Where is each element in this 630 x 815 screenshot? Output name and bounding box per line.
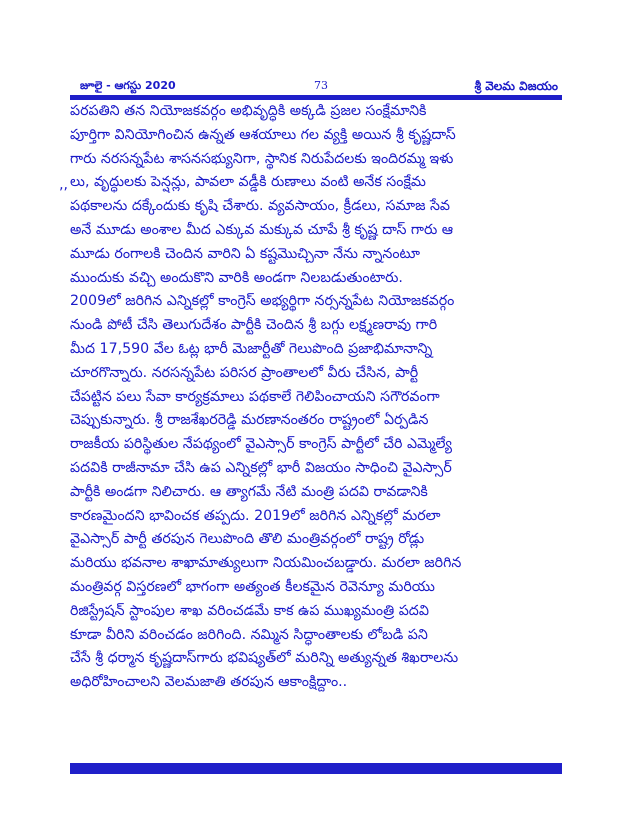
text-line: మూడు రంగాలకి చెందిన వారిని ఏ కష్టమొచ్చినా నేను న్నానంటూ xyxy=(70,245,420,262)
text-line: అనే మూడు అంశాల మీద ఎక్కువ మక్కువ చూపే శ్రీ కృష్ణ దాస్ గారు ఆ xyxy=(70,221,454,238)
text-line: ముందుకు వచ్చి అందుకొని వారికి అండగా నిలబడుతుంటారు. xyxy=(70,269,403,286)
text-line: రాజకీయ పరిస్థితుల నేపథ్యంలో వైఎస్సార్ కాంగ్రెస్ పార్టీలో చేరి ఎమ్మెల్యే xyxy=(70,436,452,453)
text-line: పూర్తిగా వినియోగించిన ఉన్నత ఆశయాలు గల వ్యక్తి అయిన శ్రీ కృష్ణదాస్ xyxy=(70,126,456,143)
footer-rule xyxy=(70,763,562,774)
text-line: లు, వృద్ధులకు పెన్షన్లు, పావలా వడ్డీకి రుణాలు వంటి అనేక సంక్షేమ xyxy=(70,174,426,191)
text-line: పరపతిని తన నియోజకవర్గం అభివృద్ధికి అక్కడి ప్రజల సంక్షేమానికి xyxy=(70,103,427,119)
text-line: చేపట్టిన పలు సేవా కార్యక్రమాలు పథకాలే గెలిపించాయని సగౌరవంగా xyxy=(70,388,440,405)
text-line: చెప్పుకున్నారు. శ్రీ రాజశేఖరరెడ్డి మరణానంతరం రాష్ట్రంలో ఏర్పడిన xyxy=(70,412,429,429)
issue-date: జూలై - ఆగస్టు 2020 xyxy=(80,79,176,92)
margin-mark: ‚, xyxy=(59,177,68,193)
text-line: నుండి పోటీ చేసి తెలుగుదేశం పార్టీకి చెందిన శ్రీ బగ్గు లక్ష్మణరావు గారి xyxy=(70,317,438,334)
text-line: మీద 17,590 వేల ఓట్ల భారీ మెజార్టీతో గెలుపొంది ప్రజాభిమానాన్ని xyxy=(70,340,433,357)
text-line: చూరగొన్నారు. నరసన్నపేట పరిసర ప్రాంతాలలో వీరు చేసిన, పార్టీ xyxy=(70,364,419,381)
text-line: పథకాలను దక్కేందుకు కృషి చేశారు. వ్యవసాయం, క్రీడలు, సమాజ సేవ xyxy=(70,198,451,215)
text-line: మరియు భవనాల శాఖామాత్యులుగా నియమించబడ్డారు. మరలా జరిగిన xyxy=(70,555,462,572)
text-line: మంత్రివర్గ విస్తరణలో భాగంగా అత్యంత కీలకమైన రెవెన్యూ మరియు xyxy=(70,578,435,595)
magazine-title: శ్రీ వెలమ విజయం xyxy=(474,79,558,93)
text-line: పార్టీకి అండగా నిలిచారు. ఆ త్యాగమే నేటి మంత్రి పదవి రావడానికి xyxy=(70,483,428,500)
text-line: చేసే శ్రీ ధర్మాన కృష్ణదాస్‌గారు భవిష్యత్‌లో మరిన్ని అత్యున్నత శిఖరాలను xyxy=(70,650,459,667)
article-body xyxy=(70,100,562,695)
text-line: పదవికి రాజీనామా చేసి ఉప ఎన్నికల్లో భారీ విజయం సాధించి వైఎస్సార్ xyxy=(70,459,452,476)
text-line: కూడా వీరిని వరించడం జరిగింది. నమ్మిన సిద్ధాంతాలకు లోబడి పని xyxy=(70,626,428,643)
text-line: వైఎస్సార్ పార్టీ తరపున గెలుపొంది తొలి మంత్రివర్గంలో రాష్ట్ర రోడ్లు xyxy=(70,531,425,548)
page-number: 73 xyxy=(314,79,328,92)
text-line: గారు నరసన్నపేట శాసనసభ్యునిగా, స్థానిక నిరుపేదలకు ఇందిరమ్మ ఇళు xyxy=(70,150,454,167)
text-line: 2009లో జరిగిన ఎన్నికల్లో కాంగ్రెస్ అభ్యర్థిగా నర్సన్నపేట నియోజకవర్గం xyxy=(70,293,455,310)
text-line: అధిరోహించాలని వెలమజాతి తరపున ఆకాంక్షిద్దాం.. xyxy=(70,674,348,691)
text-line: కారణమైందని భావించక తప్పదు. 2019లో జరిగిన ఎన్నికల్లో మరలా xyxy=(70,507,441,524)
text-line: రిజిస్ట్రేషన్ స్టాంపుల శాఖ వరించడమే కాక ఉప ముఖ్యమంత్రి పదవి xyxy=(70,602,429,619)
page-header xyxy=(70,78,562,94)
